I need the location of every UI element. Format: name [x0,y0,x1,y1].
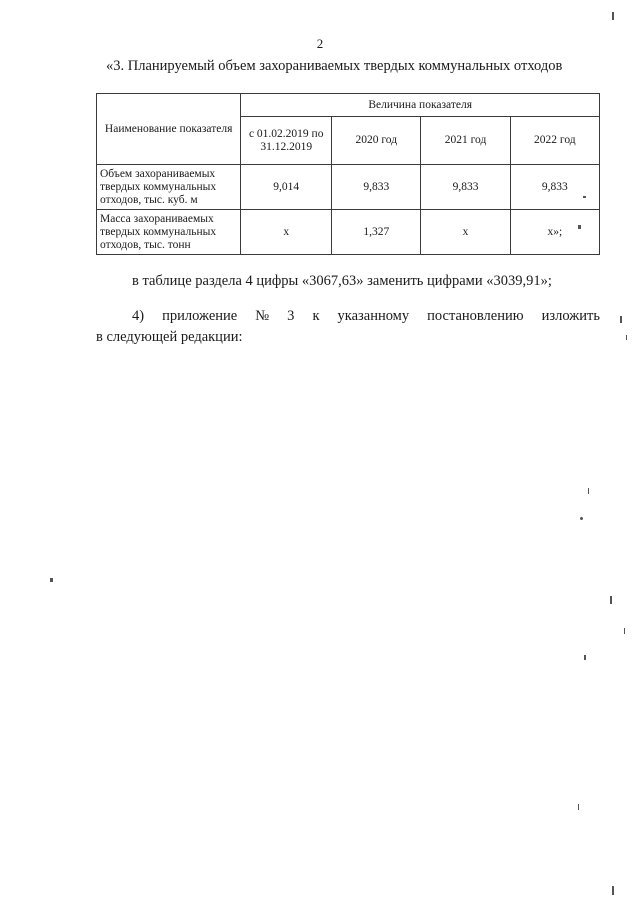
scan-speck [578,225,581,229]
scan-speck [580,517,583,520]
scan-speck [610,596,612,604]
scan-speck [626,335,627,340]
paragraph-appendix-line1 [96,306,600,327]
paragraph-table-change: в таблице раздела 4 цифры «3067,63» заменить цифрами «3039,91»; [132,273,552,289]
paragraph-appendix-line2: в следующей редакции: [96,329,243,345]
scan-speck [50,578,53,582]
period-cell: 2021 год [421,117,510,165]
paragraph-appendix [96,306,600,348]
value-cell: 9,833 [510,165,599,210]
period-cell: 2022 год [510,117,599,165]
value-cell: 9,833 [421,165,510,210]
paragraph-word: постановлению [427,308,524,324]
period-cell: 2020 год [332,117,421,165]
header-name-cell: Наименование показателя [97,94,241,165]
paragraph-word: изложить [541,308,600,324]
row-label-cell: Масса захораниваемых твердых коммунальных отходов, тыс. тонн [97,210,241,255]
scan-speck [584,655,586,660]
scan-speck [583,196,586,198]
scan-speck [612,12,614,20]
scan-speck [588,488,589,494]
row-label-cell: Объем захораниваемых твердых коммунальных отходов, тыс. куб. м [97,165,241,210]
waste-volume-table [96,93,600,255]
table-header-row [97,94,600,117]
period-cell: с 01.02.2019 по 31.12.2019 [241,117,332,165]
page-number: 2 [316,36,324,51]
header-value-group-cell: Величина показателя [241,94,600,117]
paragraph-word: 3 [287,308,295,324]
value-cell: 9,833 [332,165,421,210]
scan-speck [578,804,579,810]
scan-speck [624,628,625,634]
value-cell: х»; [510,210,599,255]
value-cell: 9,014 [241,165,332,210]
value-cell: х [421,210,510,255]
table-row [97,165,600,210]
paragraph-word: к [312,308,320,324]
value-cell: х [241,210,332,255]
paragraph-word: № [255,308,270,324]
scan-speck [612,886,614,895]
paragraph-word: 4) [132,308,145,324]
table-row [97,210,600,255]
paragraph-word: указанному [337,308,410,324]
paragraph-word: приложение [162,308,238,324]
scan-speck [620,316,622,323]
value-cell: 1,327 [332,210,421,255]
section-title: «3. Планируемый объем захораниваемых твердых коммунальных отходов [106,58,563,74]
